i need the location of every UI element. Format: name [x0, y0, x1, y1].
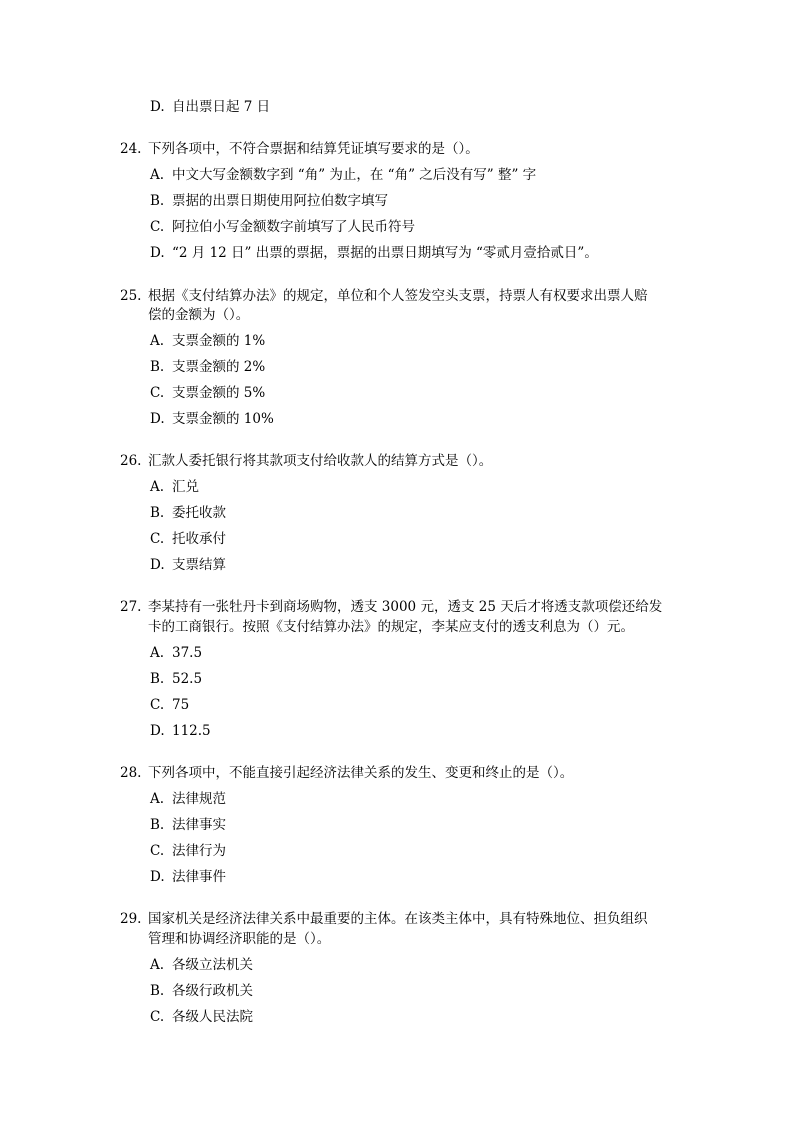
option-text: 支票金额的 10% — [172, 411, 274, 427]
option-row — [150, 243, 598, 263]
option-text: 法律事实 — [172, 817, 226, 833]
option-letter: D. — [150, 99, 165, 115]
option-letter: D. — [150, 869, 165, 885]
option-row — [150, 409, 274, 429]
option-text: 37.5 — [172, 645, 203, 661]
option-row — [150, 97, 270, 117]
option-text: 支票结算 — [172, 557, 226, 573]
question-number: 27. — [120, 599, 142, 615]
option-letter: A. — [150, 167, 165, 183]
option-letter: B. — [150, 193, 165, 209]
option-row — [150, 331, 265, 351]
option-letter: C. — [150, 219, 165, 235]
option-text: 票据的出票日期使用阿拉伯数字填写 — [172, 193, 388, 209]
option-letter: A. — [150, 333, 165, 349]
question-number: 28. — [120, 765, 142, 781]
option-row — [150, 981, 253, 1001]
option-text: 委托收款 — [172, 505, 226, 521]
option-row — [150, 1007, 253, 1027]
option-row — [150, 529, 226, 549]
option-row — [150, 815, 226, 835]
option-row — [150, 477, 199, 497]
option-letter: C. — [150, 843, 165, 859]
option-letter: C. — [150, 385, 165, 401]
option-row — [150, 955, 253, 975]
question-stem: 管理和协调经济职能的是（）。 — [148, 931, 331, 947]
option-letter: C. — [150, 531, 165, 547]
question-stem: 李某持有一张牡丹卡到商场购物，透支 3000 元，透支 25 天后才将透支款项偿还给发 — [148, 599, 663, 615]
option-row — [150, 643, 202, 663]
option-row — [150, 721, 211, 741]
option-row — [150, 841, 226, 861]
question-stem: 国家机关是经济法律关系中最重要的主体。在该类主体中，具有特殊地位、担负组织 — [148, 911, 648, 927]
option-row — [150, 789, 226, 809]
question-number: 26. — [120, 453, 142, 469]
option-text: 汇兑 — [172, 479, 199, 495]
question-stem: 下列各项中，不符合票据和结算凭证填写要求的是（）。 — [148, 141, 479, 157]
option-row — [150, 669, 202, 689]
option-letter: A. — [150, 791, 165, 807]
option-text: “2 月 12 日” 出票的票据，票据的出票日期填写为 “零贰月壹拾贰日”。 — [172, 245, 598, 261]
option-text: 中文大写金额数字到 “角” 为止，在 “角” 之后没有写” 整” 字 — [172, 167, 537, 183]
question-stem: 偿的金额为（）。 — [148, 307, 250, 323]
option-letter: A. — [150, 479, 165, 495]
option-letter: D. — [150, 723, 165, 739]
option-text: 各级行政机关 — [172, 983, 253, 999]
option-row — [150, 695, 189, 715]
option-letter: C. — [150, 1009, 165, 1025]
option-text: 支票金额的 1% — [172, 333, 266, 349]
question-number: 25. — [120, 288, 142, 304]
question-stem: 卡的工商银行。按照《支付结算办法》的规定，李某应支付的透支利息为（）元。 — [148, 619, 634, 635]
option-row — [150, 165, 536, 185]
option-letter: B. — [150, 983, 165, 999]
question-number: 29. — [120, 911, 142, 927]
option-text: 阿拉伯小写金额数字前填写了人民币符号 — [172, 219, 415, 235]
option-letter: B. — [150, 359, 165, 375]
option-row — [150, 383, 265, 403]
option-text: 支票金额的 2% — [172, 359, 266, 375]
option-text: 托收承付 — [172, 531, 226, 547]
option-row — [150, 555, 226, 575]
option-text: 75 — [172, 697, 190, 713]
option-text: 112.5 — [172, 723, 211, 739]
option-row — [150, 867, 226, 887]
question-number: 24. — [120, 141, 142, 157]
option-row — [150, 191, 388, 211]
option-letter: D. — [150, 411, 165, 427]
option-text: 各级立法机关 — [172, 957, 253, 973]
option-letter: D. — [150, 557, 165, 573]
option-row — [150, 217, 415, 237]
option-row — [150, 357, 265, 377]
option-letter: B. — [150, 817, 165, 833]
option-letter: A. — [150, 645, 165, 661]
option-text: 52.5 — [172, 671, 203, 687]
question-stem: 下列各项中，不能直接引起经济法律关系的发生、变更和终止的是（）。 — [148, 765, 574, 781]
option-text: 法律规范 — [172, 791, 226, 807]
question-stem: 汇款人委托银行将其款项支付给收款人的结算方式是（）。 — [148, 453, 493, 469]
option-text: 法律事件 — [172, 869, 226, 885]
option-letter: D. — [150, 245, 165, 261]
option-text: 自出票日起 7 日 — [172, 99, 271, 115]
option-text: 法律行为 — [172, 843, 226, 859]
option-text: 各级人民法院 — [172, 1009, 253, 1025]
option-letter: C. — [150, 697, 165, 713]
option-text: 支票金额的 5% — [172, 385, 266, 401]
option-letter: B. — [150, 671, 165, 687]
option-letter: B. — [150, 505, 165, 521]
question-stem: 根据《支付结算办法》的规定，单位和个人签发空头支票，持票人有权要求出票人赔 — [148, 288, 648, 304]
option-row — [150, 503, 226, 523]
option-letter: A. — [150, 957, 165, 973]
